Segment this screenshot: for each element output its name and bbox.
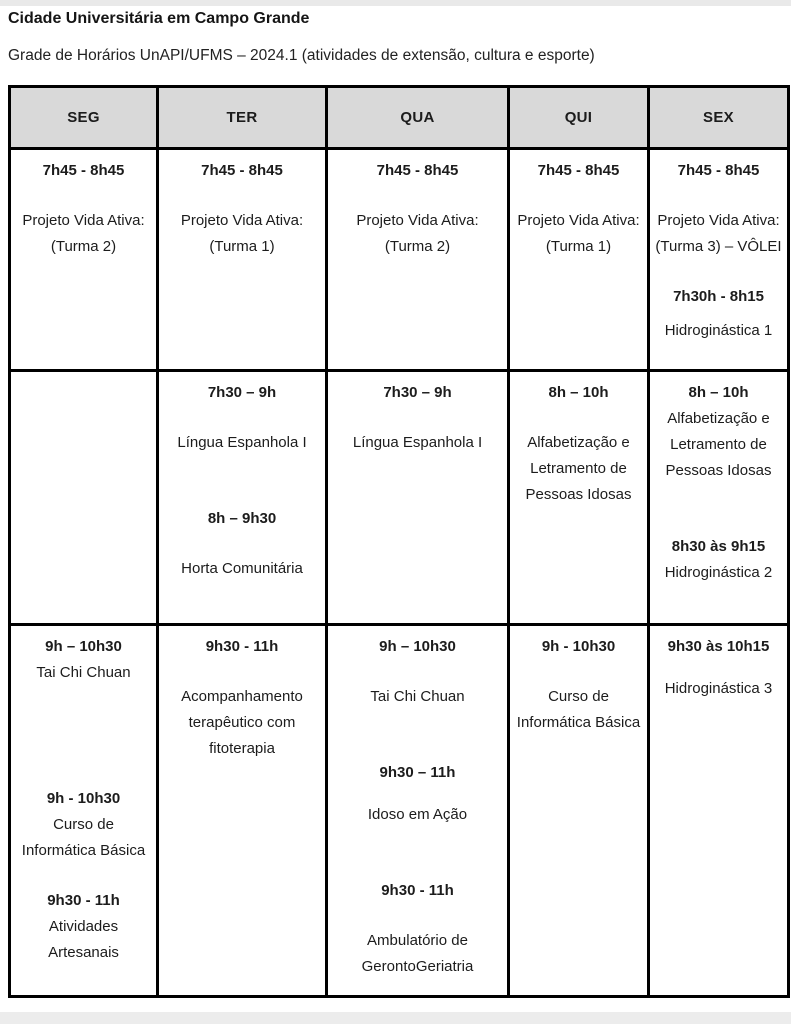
entry-time: 9h30 às 10h15 xyxy=(667,638,770,655)
entry-title: Projeto Vida Ativa: (Turma 1) xyxy=(517,212,640,255)
cell-r3-ter xyxy=(158,625,327,997)
entry-title: Ambulatório de GerontoGeriatria xyxy=(361,932,474,975)
entry-time: 7h45 - 8h45 xyxy=(376,162,459,179)
cell-r3-seg xyxy=(10,625,158,997)
entry-time: 7h45 - 8h45 xyxy=(677,162,760,179)
cell-r1-ter xyxy=(158,149,327,371)
schedule-entry xyxy=(333,634,502,710)
page-subtitle: Grade de Horários UnAPI/UFMS – 2024.1 (atividades de extensão, cultura e esporte) xyxy=(8,47,595,64)
entry-title: Tai Chi Chuan xyxy=(36,664,131,681)
entry-title: Hidroginástica 3 xyxy=(664,680,773,697)
entry-title: Projeto Vida Ativa: (Turma 2) xyxy=(22,212,145,255)
entry-time: 9h – 10h30 xyxy=(45,638,122,655)
entry-title: Hidroginástica 1 xyxy=(664,322,773,339)
entry-time: 7h30 – 9h xyxy=(383,384,452,401)
entry-title: Acompanhamento terapêutico com fitoterapia xyxy=(181,688,303,757)
entry-time: 8h – 10h xyxy=(688,384,749,401)
entry-title: Língua Espanhola I xyxy=(177,434,307,451)
entry-time: 9h - 10h30 xyxy=(541,638,616,655)
schedule-row-3 xyxy=(10,625,789,997)
schedule-entry xyxy=(655,534,782,586)
entry-time: 9h - 10h30 xyxy=(46,790,121,807)
entry-time: 9h30 - 11h xyxy=(381,882,454,899)
column-header-qua: QUA xyxy=(327,87,509,149)
schedule-entry xyxy=(333,158,502,260)
entry-time: 7h30 – 9h xyxy=(207,384,277,401)
cell-r2-ter xyxy=(158,371,327,625)
schedule-row-1 xyxy=(10,149,789,371)
entry-title: Atividades Artesanais xyxy=(48,918,119,961)
cell-r1-seg xyxy=(10,149,158,371)
entry-title: Projeto Vida Ativa: (Turma 2) xyxy=(356,212,479,255)
entry-title: Alfabetização e Letramento de Pessoas Idosas xyxy=(665,410,772,479)
entry-time: 7h45 - 8h45 xyxy=(201,162,283,179)
column-header-sex: SEX xyxy=(649,87,789,149)
entry-title: Projeto Vida Ativa: (Turma 1) xyxy=(180,212,304,255)
cell-r3-qua xyxy=(327,625,509,997)
entry-title: Alfabetização e Letramento de Pessoas Idosas xyxy=(525,434,632,503)
schedule-entry xyxy=(164,158,320,260)
column-header-seg: SEG xyxy=(10,87,158,149)
entry-title: Curso de Informática Básica xyxy=(516,688,641,731)
cell-r2-seg xyxy=(10,371,158,625)
column-header-qui: QUI xyxy=(509,87,649,149)
header-row xyxy=(10,87,789,149)
schedule-entry xyxy=(164,634,320,762)
entry-time: 7h45 - 8h45 xyxy=(537,162,620,179)
schedule-row-2 xyxy=(10,371,789,625)
entry-title: Hidroginástica 2 xyxy=(664,564,773,581)
cell-r2-sex xyxy=(649,371,789,625)
column-header-ter: TER xyxy=(158,87,327,149)
entry-title: Curso de Informática Básica xyxy=(21,816,146,859)
entry-title: Projeto Vida Ativa: (Turma 3) – VÔLEI xyxy=(655,212,782,255)
entry-time: 9h30 - 11h xyxy=(205,638,279,655)
schedule-entry xyxy=(655,634,782,702)
cell-r3-qui xyxy=(509,625,649,997)
schedule-entry xyxy=(16,158,151,260)
schedule-entry xyxy=(333,380,502,456)
entry-time: 7h45 - 8h45 xyxy=(42,162,125,179)
cell-r1-sex xyxy=(649,149,789,371)
entry-time: 9h30 - 11h xyxy=(47,892,120,909)
schedule-entry xyxy=(655,158,782,260)
scan-edge-top xyxy=(0,0,791,6)
cell-r1-qua xyxy=(327,149,509,371)
cell-r1-qui xyxy=(509,149,649,371)
cell-r2-qua xyxy=(327,371,509,625)
cell-r3-sex xyxy=(649,625,789,997)
schedule-entry xyxy=(164,380,320,456)
page-title: Cidade Universitária em Campo Grande xyxy=(8,10,310,27)
cell-r2-qui xyxy=(509,371,649,625)
schedule-entry xyxy=(164,506,320,582)
entry-time: 9h30 – 11h xyxy=(379,764,456,781)
entry-title: Idoso em Ação xyxy=(367,806,468,823)
schedule-entry xyxy=(16,634,151,686)
schedule-entry xyxy=(16,888,151,966)
scan-edge-bottom xyxy=(0,1012,791,1024)
entry-title: Língua Espanhola I xyxy=(352,434,483,451)
entry-time: 8h30 às 9h15 xyxy=(671,538,766,555)
schedule-entry xyxy=(655,284,782,344)
schedule-entry xyxy=(655,380,782,484)
schedule-entry xyxy=(333,760,502,828)
entry-time: 8h – 10h xyxy=(548,384,609,401)
schedule-entry xyxy=(333,878,502,980)
schedule-entry xyxy=(16,786,151,864)
schedule-table xyxy=(8,85,790,998)
entry-title: Tai Chi Chuan xyxy=(370,688,465,705)
schedule-entry xyxy=(515,634,642,736)
entry-time: 7h30h - 8h15 xyxy=(673,288,764,305)
entry-time: 9h – 10h30 xyxy=(379,638,456,655)
entry-time: 8h – 9h30 xyxy=(207,510,277,527)
entry-title: Horta Comunitária xyxy=(181,560,303,577)
schedule-entry xyxy=(515,380,642,508)
schedule-entry xyxy=(515,158,642,260)
